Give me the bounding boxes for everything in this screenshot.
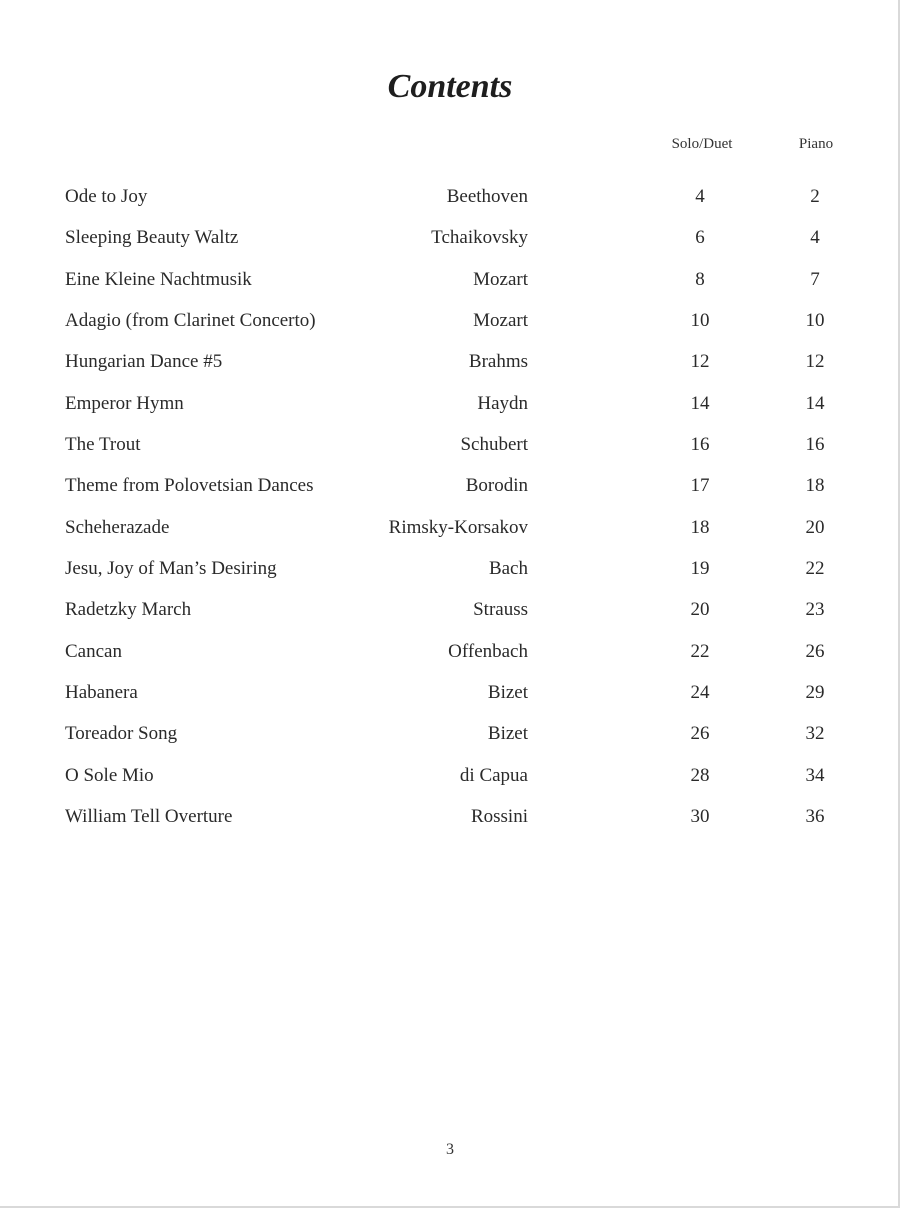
contents-entry [0, 595, 900, 636]
contents-entry [0, 223, 900, 264]
entry-solo-duet-page: 10 [690, 310, 710, 332]
entry-title: Theme from Polovetsian Dances [65, 475, 314, 497]
contents-entry [0, 719, 900, 760]
entry-piano-page: 16 [805, 434, 825, 456]
entry-solo-duet-page: 30 [690, 806, 710, 828]
contents-entry [0, 265, 900, 306]
entry-solo-duet-page: 24 [690, 682, 710, 704]
entry-title: Sleeping Beauty Waltz [65, 227, 239, 249]
contents-entry [0, 389, 900, 430]
entry-title: Hungarian Dance #5 [65, 351, 223, 373]
entry-composer: Rimsky-Korsakov [388, 516, 528, 538]
entry-composer: Brahms [468, 351, 528, 373]
contents-entry [0, 347, 900, 388]
entry-title: Toreador Song [65, 723, 178, 745]
entry-title: William Tell Overture [65, 806, 233, 828]
entry-solo-duet-page: 20 [690, 599, 710, 621]
entry-solo-duet-page: 19 [690, 558, 710, 580]
entry-solo-duet-page: 8 [695, 268, 705, 290]
entry-composer: Schubert [460, 434, 528, 456]
entry-solo-duet-page: 18 [690, 516, 710, 538]
contents-entry [0, 761, 900, 802]
entry-piano-page: 4 [810, 227, 820, 249]
entry-composer: Offenbach [448, 640, 528, 662]
entry-piano-page: 26 [805, 640, 825, 662]
entry-title: Habanera [65, 682, 138, 704]
entry-piano-page: 12 [805, 351, 825, 373]
contents-entry [0, 513, 900, 554]
contents-entry [0, 554, 900, 595]
entry-solo-duet-page: 12 [690, 351, 710, 373]
entry-composer: Mozart [473, 310, 528, 332]
entry-piano-page: 20 [805, 516, 825, 538]
entry-title: Eine Kleine Nachtmusik [65, 268, 252, 290]
entry-composer: Bizet [487, 723, 528, 745]
column-header-solo-duet: Solo/Duet [671, 136, 733, 152]
entry-title: Adagio (from Clarinet Concerto) [65, 310, 316, 332]
entry-solo-duet-page: 14 [690, 392, 710, 414]
contents-entry [0, 678, 900, 719]
entry-composer: Bach [488, 558, 528, 580]
entry-composer: Tchaikovsky [431, 227, 528, 249]
entry-solo-duet-page: 4 [695, 186, 705, 207]
entry-piano-page: 36 [805, 806, 825, 828]
entry-piano-page: 32 [805, 723, 825, 745]
entry-piano-page: 22 [805, 558, 825, 580]
entry-piano-page: 2 [810, 186, 820, 207]
page-number: 3 [446, 1141, 454, 1158]
entry-title: Cancan [65, 640, 122, 662]
entry-title: The Trout [65, 434, 141, 456]
entry-title: Emperor Hymn [65, 392, 184, 414]
contents-entry [0, 637, 900, 678]
entry-solo-duet-page: 6 [695, 227, 705, 249]
contents-entry [0, 802, 900, 843]
entry-solo-duet-page: 26 [690, 723, 710, 745]
page-title: Contents [387, 67, 513, 105]
contents-entry [0, 306, 900, 347]
entry-title: O Sole Mio [65, 764, 154, 786]
entry-piano-page: 34 [805, 764, 825, 786]
entry-solo-duet-page: 22 [690, 640, 710, 662]
contents-entry [0, 471, 900, 512]
entry-composer: Borodin [465, 475, 528, 497]
entry-piano-page: 14 [805, 392, 825, 414]
column-header-piano: Piano [798, 136, 834, 152]
entry-title: Radetzky March [65, 599, 192, 621]
contents-list [0, 182, 900, 844]
entry-solo-duet-page: 16 [690, 434, 710, 456]
entry-piano-page: 7 [810, 268, 820, 290]
entry-piano-page: 18 [805, 475, 825, 497]
entry-title: Jesu, Joy of Man’s Desiring [65, 558, 277, 580]
entry-title: Scheherazade [65, 516, 170, 538]
entry-composer: Rossini [470, 806, 528, 828]
entry-title: Ode to Joy [65, 186, 148, 207]
entry-composer: Bizet [487, 682, 528, 704]
entry-solo-duet-page: 17 [690, 475, 710, 497]
entry-piano-page: 23 [805, 599, 825, 621]
entry-solo-duet-page: 28 [690, 764, 710, 786]
entry-composer: di Capua [459, 764, 528, 786]
entry-composer: Beethoven [446, 186, 528, 207]
entry-composer: Mozart [473, 268, 528, 290]
contents-entry [0, 430, 900, 471]
entry-piano-page: 29 [805, 682, 825, 704]
entry-composer: Strauss [473, 599, 528, 621]
entry-composer: Haydn [477, 392, 528, 414]
entry-piano-page: 10 [805, 310, 825, 332]
contents-entry [0, 182, 900, 223]
